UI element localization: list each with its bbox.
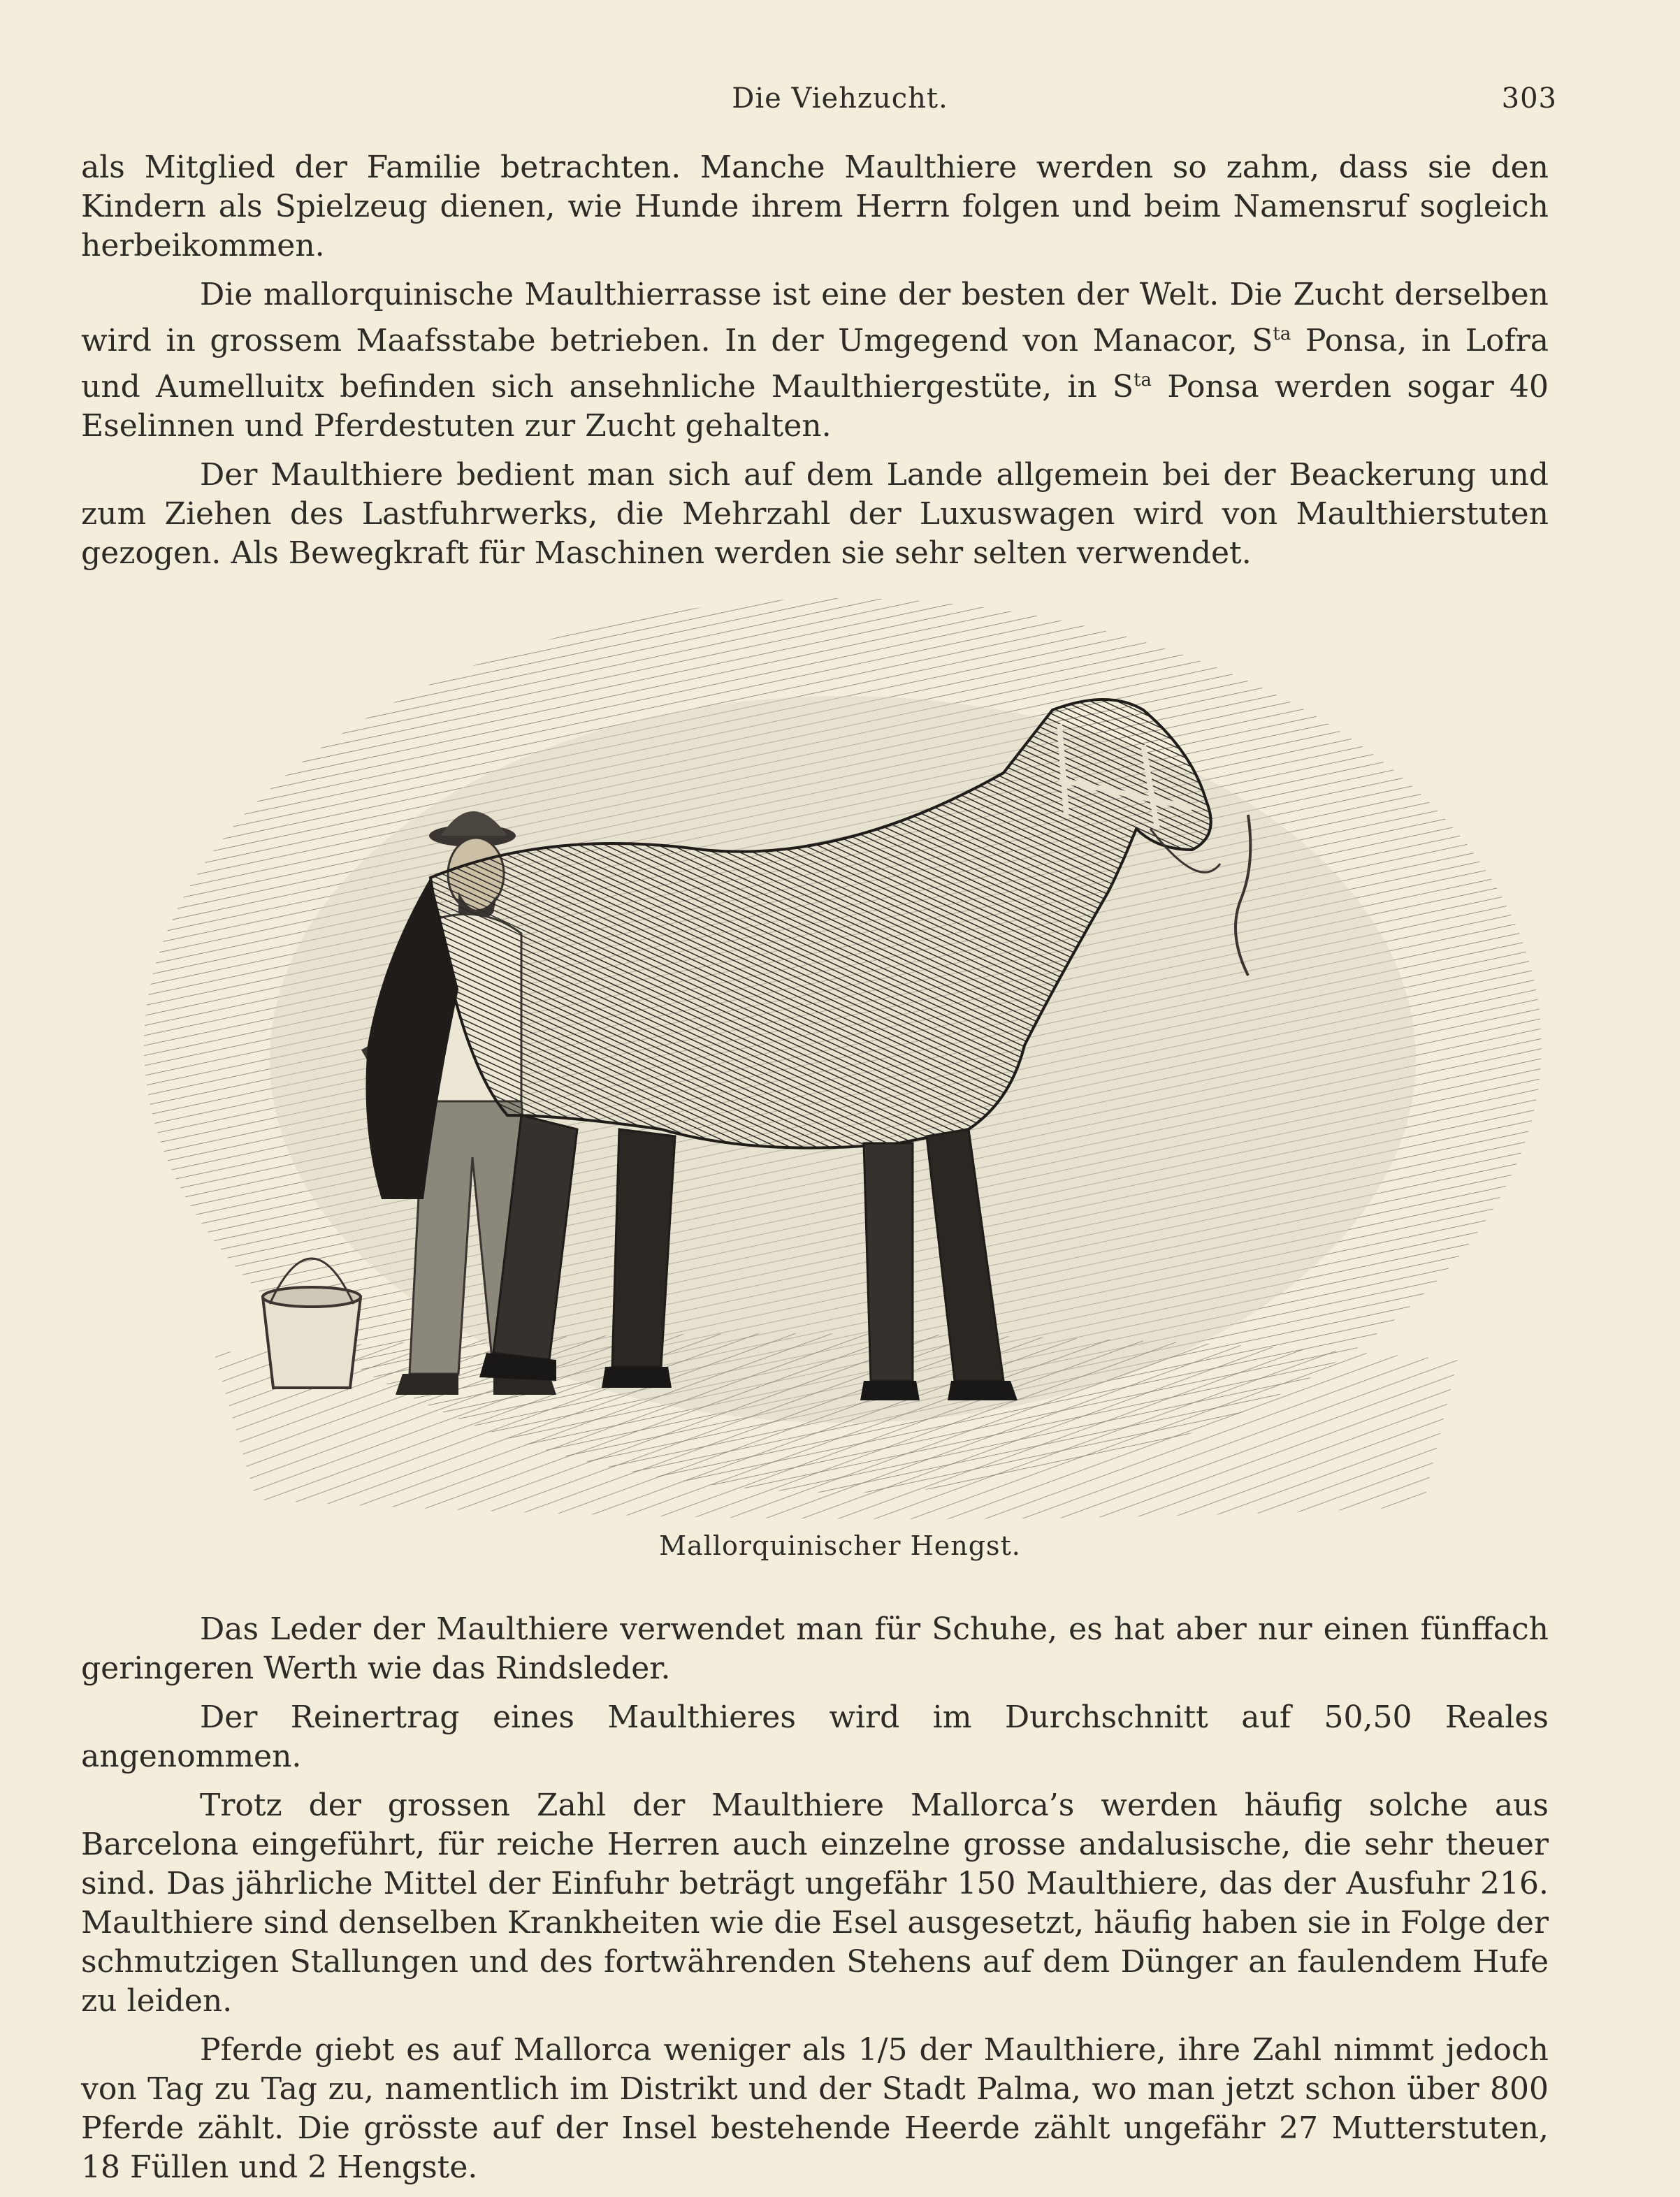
- paragraph-2-part-b: Ponsa, in Lofra und Aumelluitx befinden sich ansehnliche Maulthiergestüte, in S: [81, 323, 1549, 405]
- paragraph-7: [81, 2031, 1549, 2187]
- paragraph-7-part-a: Pferde giebt es auf Mallorca weniger als: [200, 2032, 858, 2068]
- page-number: 303: [1501, 82, 1557, 115]
- paragraph-5: Der Reinertrag eines Maulthieres wird im Durchschnitt auf 50,50 Reales angenommen.: [81, 1699, 1549, 1774]
- fraction-one-fifth: 1/5: [857, 2032, 908, 2068]
- superscript-sta-2: ta: [1134, 370, 1152, 391]
- body-text-bottom: [81, 1610, 1549, 2197]
- figure-caption: Mallorquinischer Hengst.: [659, 1530, 1021, 1561]
- running-title: Die Viehzucht.: [732, 82, 948, 115]
- engraving-figure: [130, 598, 1556, 1535]
- paragraph-2-part-c: Ponsa werden sogar 40 Eselinnen und Pferdestuten zur Zucht gehalten.: [81, 369, 1549, 444]
- paragraph-7-part-b: der Maulthiere, ihre Zahl nimmt jedoch von Tag zu Tag zu, namentlich im Distrikt und der Stadt Palma, wo man jetzt schon über 800 Pferde zählt. Die grösste auf der Insel bestehende Heerde zählt ungefähr 27 Mutterstuten, 18 Füllen und 2 Hengste.: [81, 2032, 1549, 2185]
- paragraph-1: als Mitglied der Familie betrachten. Manche Maulthiere werden so zahm, dass sie den Kindern als Spielzeug dienen, wie Hunde ihrem Herrn folgen und beim Namensruf sogleich herbeikommen.: [81, 150, 1549, 263]
- paragraph-6: Trotz der grossen Zahl der Maulthiere Mallorca’s werden häufig solche aus Barcelona eingeführt, für reiche Herren auch einzelne grosse andalusische, die sehr theuer sind. Das jährliche Mittel der Einfuhr beträgt ungefähr 150 Maulthiere, das der Ausfuhr 216. Maulthiere sind denselben Krankheiten wie die Esel ausgesetzt, häufig haben sie in Folge der schmutzigen Stallungen und des fortwährenden Stehens auf dem Dünger an faulendem Hufe zu leiden.: [81, 1788, 1549, 2019]
- paragraph-3: Der Maulthiere bedient man sich auf dem Lande allgemein bei der Beackerung und zum Ziehen des Lastfuhrwerks, die Mehrzahl der Luxuswagen wird von Maulthierstuten gezogen. Als Bewegkraft für Maschinen werden sie sehr selten verwendet.: [81, 457, 1549, 571]
- stallion-engraving: [130, 598, 1556, 1535]
- running-header: [0, 82, 1680, 124]
- paragraph-2: [81, 275, 1549, 446]
- floor: [214, 1333, 1458, 1518]
- superscript-sta-1: ta: [1273, 324, 1291, 345]
- paragraph-2-part-a: Die mallorquinische Maulthierrasse ist eine der besten der Welt. Die Zucht derselben wird in grossem Maafsstabe betrieben. In der Umgegend von Manacor, S: [81, 277, 1549, 358]
- paragraph-4: Das Leder der Maulthiere verwendet man für Schuhe, es hat aber nur einen fünffach geringeren Werth wie das Rindsleder.: [81, 1611, 1549, 1686]
- body-text-top: [81, 148, 1549, 583]
